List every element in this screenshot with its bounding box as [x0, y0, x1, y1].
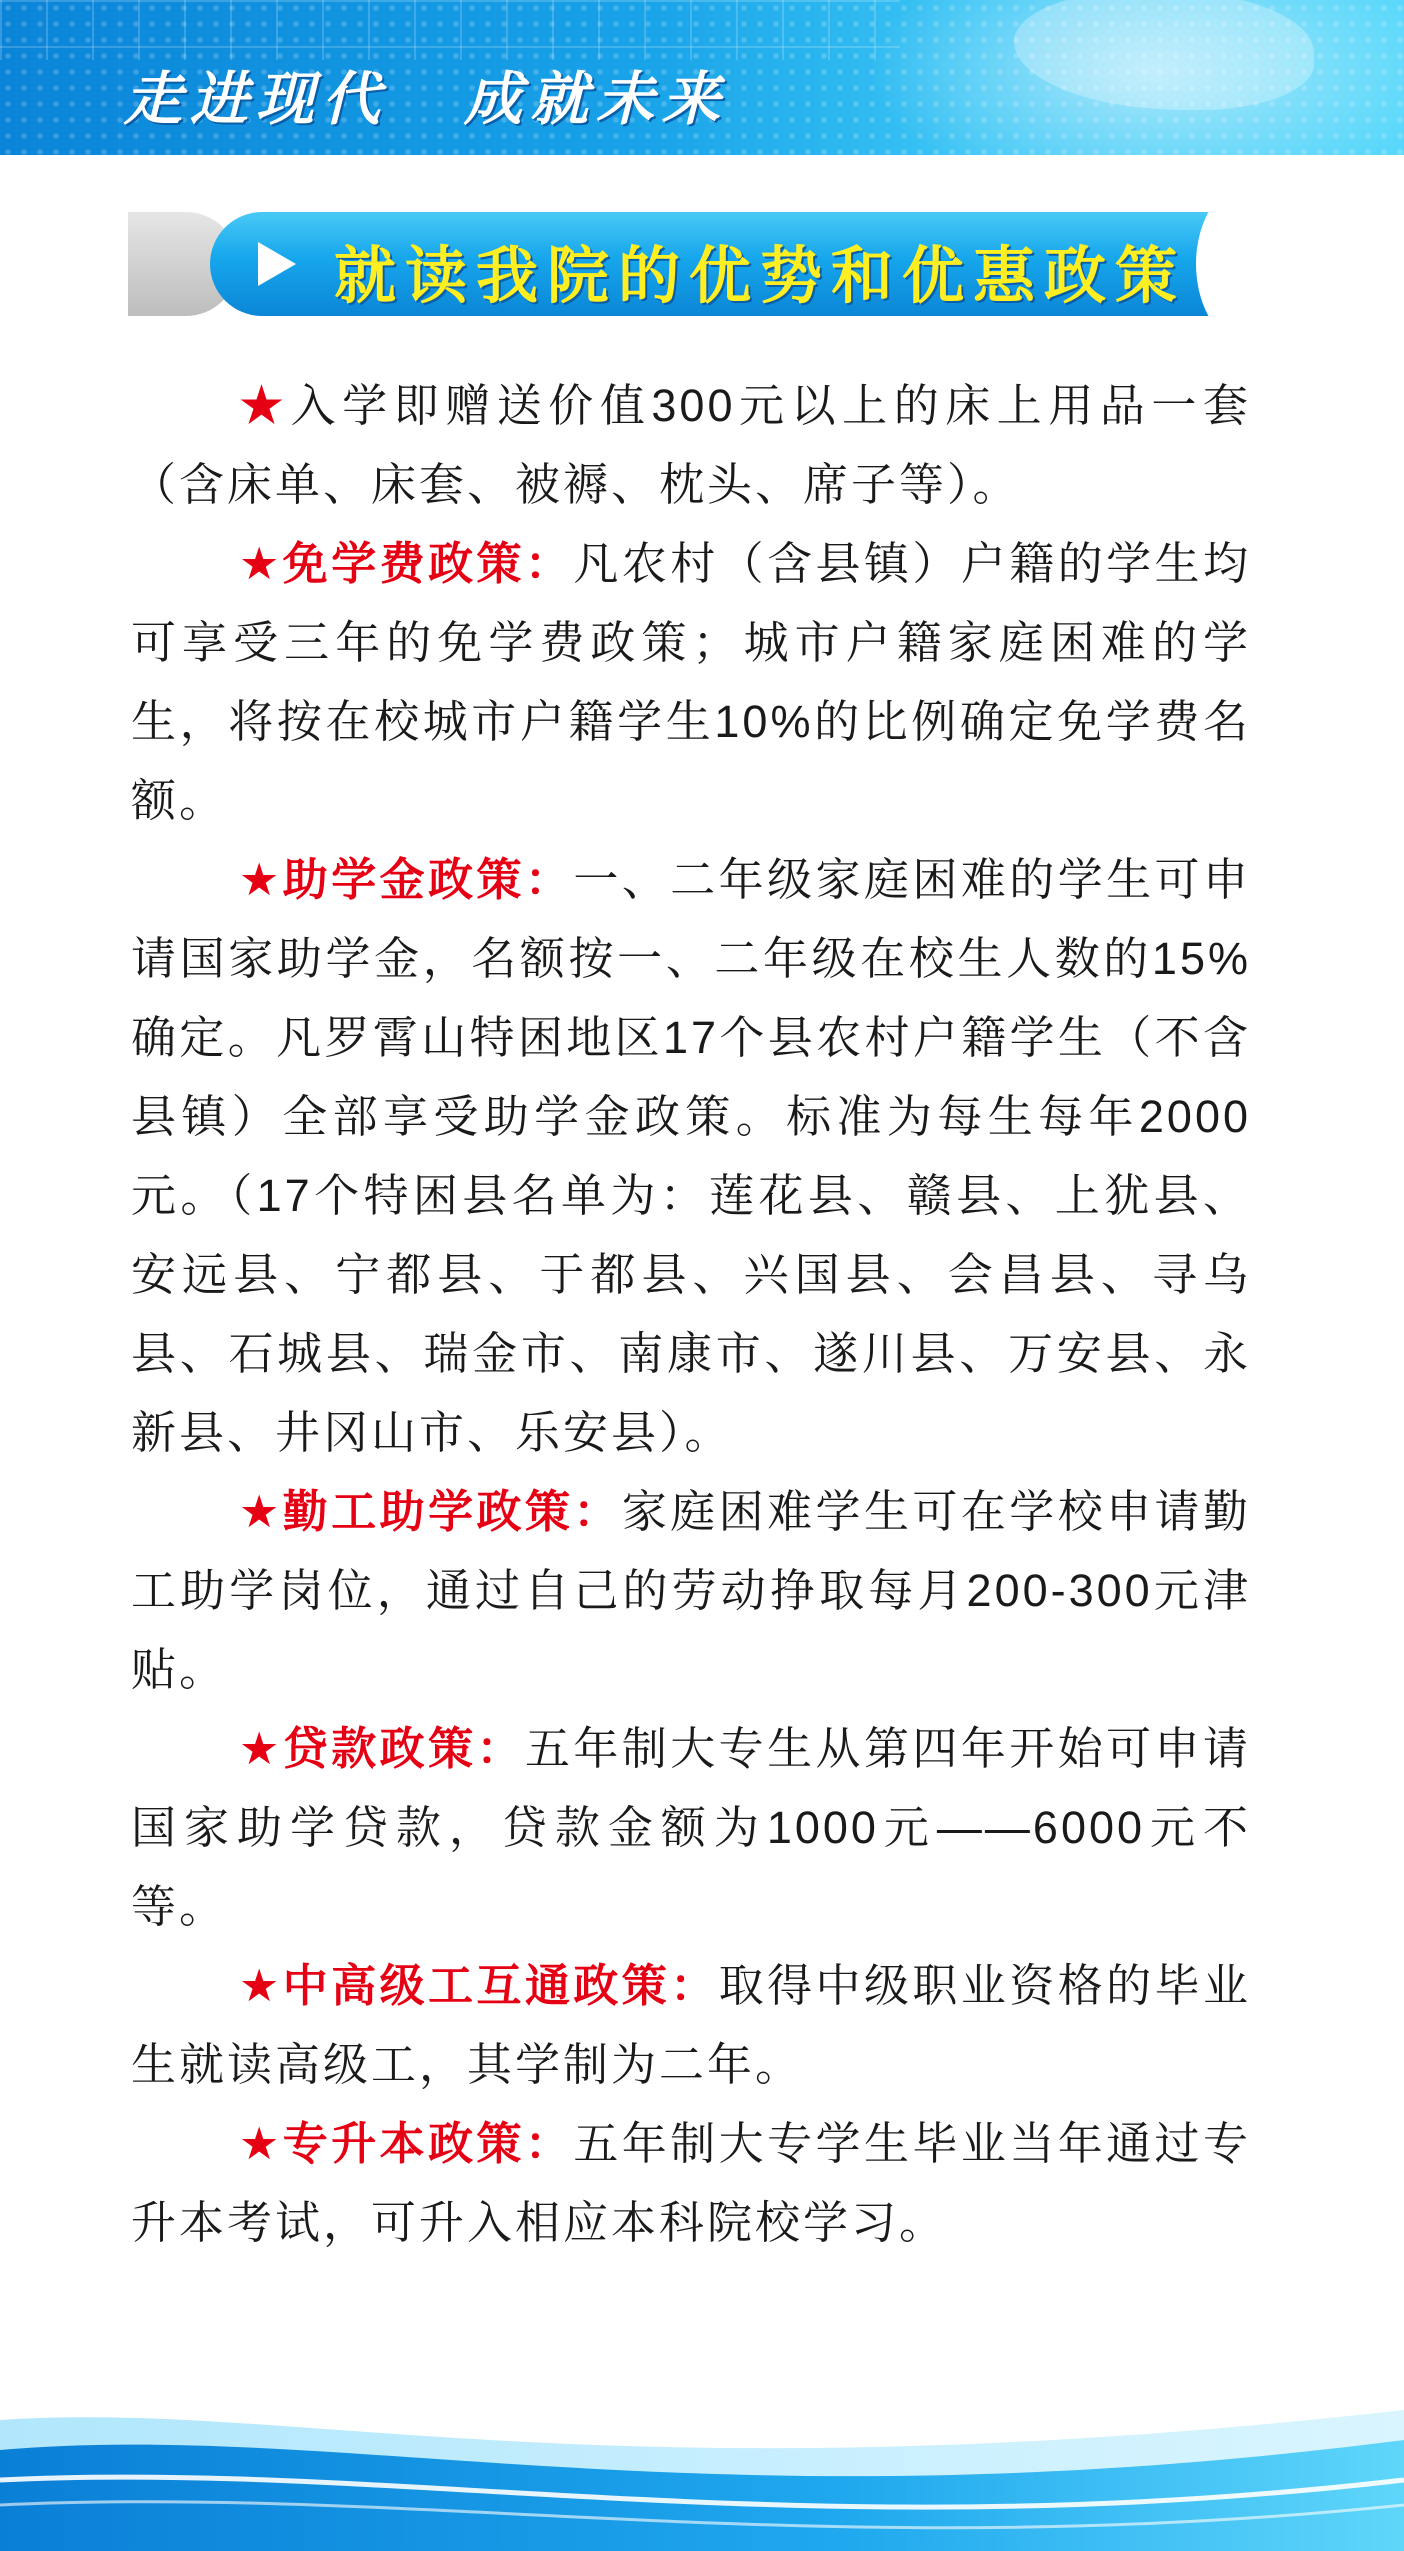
policy-paragraph-tuition-free: [131, 524, 1251, 840]
paragraph-text: 一、二年级家庭困难的学生可申请国家助学金，名额按一、二年级在校生人数的15%确定。凡罗霄山特困地区17个县农村户籍学生（不含县镇）全部享受助学金政策。标准为每生每年2000元。（17个特困县名单为：莲花县、赣县、上犹县、安远县、宁都县、于都县、兴国县、会昌县、寻乌县、石城县、瑞金市、南康市、遂川县、万安县、永新县、井冈山市、乐安县）。: [131, 854, 1251, 1458]
section-header: [128, 212, 1246, 316]
bottom-wave-decoration: [0, 2380, 1404, 2551]
slogan-left: 走进现代: [124, 65, 389, 133]
paragraph-title: 助学金政策：: [282, 854, 574, 905]
slogan-right: 成就未来: [464, 65, 729, 133]
star-icon: ★: [239, 538, 283, 589]
slogan: [124, 52, 728, 136]
star-icon: ★: [239, 380, 291, 431]
policy-paragraph-work-study: [131, 1472, 1251, 1709]
star-icon: ★: [239, 2118, 283, 2169]
star-icon: ★: [239, 1486, 283, 1537]
paragraph-text: 入学即赠送价值300元以上的床上用品一套（含床单、床套、被褥、枕头、席子等）。: [131, 380, 1251, 510]
star-icon: ★: [239, 1723, 283, 1774]
paragraph-text: 取得中级职业资格的毕业生就读高级工，其学制为二年。: [131, 1960, 1251, 2090]
policy-paragraph-skill-level: [131, 1946, 1251, 2104]
paragraph-text: 五年制大专学生毕业当年通过专升本考试，可升入相应本科院校学习。: [131, 2118, 1251, 2248]
arrow-right-icon: [258, 242, 296, 286]
paragraph-title: 中高级工互通政策：: [282, 1960, 719, 2011]
policy-paragraph-upgrade: [131, 2104, 1251, 2262]
paragraph-text: 凡农村（含县镇）户籍的学生均可享受三年的免学费政策；城市户籍家庭困难的学生，将按在校城市户籍学生10%的比例确定免学费名额。: [131, 538, 1251, 826]
section-title: 就读我院的优势和优惠政策: [334, 239, 1187, 312]
top-banner: [0, 0, 1404, 155]
header-blue-bar: [210, 212, 1246, 316]
paragraph-title: 贷款政策：: [282, 1723, 525, 1774]
policy-paragraph-grant: [131, 840, 1251, 1472]
paragraph-title: 专升本政策：: [282, 2118, 574, 2169]
policy-paragraph-bedding: [131, 366, 1251, 524]
paragraph-title: 免学费政策：: [282, 538, 574, 589]
policy-content: [131, 366, 1251, 2262]
paragraph-text: 家庭困难学生可在学校申请勤工助学岗位，通过自己的劳动挣取每月200-300元津贴。: [131, 1486, 1251, 1695]
policy-paragraph-loan: [131, 1709, 1251, 1946]
star-icon: ★: [239, 1960, 283, 2011]
star-icon: ★: [239, 854, 283, 905]
paragraph-text: 五年制大专生从第四年开始可申请国家助学贷款，贷款金额为1000元——6000元不等。: [131, 1723, 1251, 1932]
paragraph-title: 勤工助学政策：: [282, 1486, 622, 1537]
